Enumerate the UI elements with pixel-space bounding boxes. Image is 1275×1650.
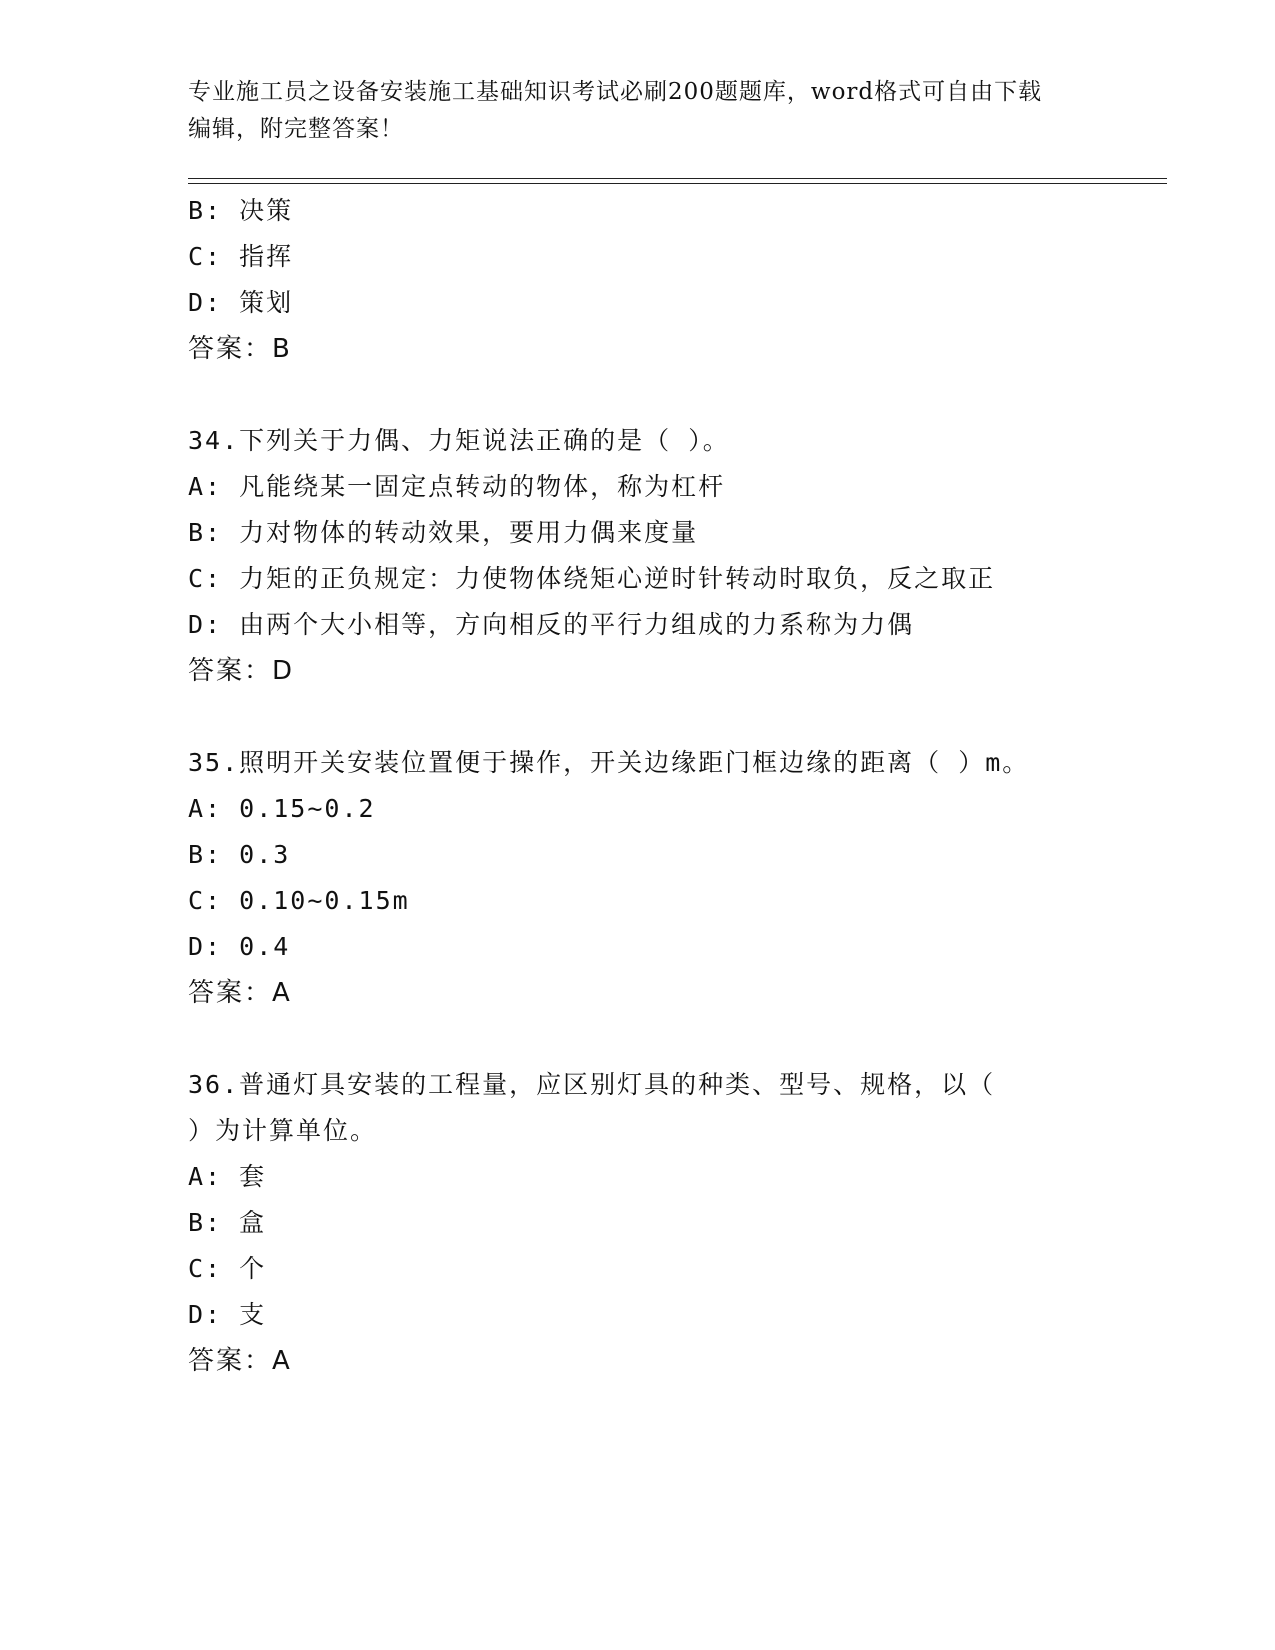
option-d: D: 0.4 [188, 932, 291, 961]
question-34 [188, 418, 1148, 694]
document-header [188, 74, 1088, 148]
question-stem-line-2: ）为计算单位。 [188, 1116, 378, 1145]
option-c: C: 力矩的正负规定：力使物体绕矩心逆时针转动时取负，反之取正 [188, 564, 996, 593]
option-b: B: 力对物体的转动效果，要用力偶来度量 [188, 518, 699, 547]
spacer [188, 372, 1148, 418]
question-stem: 34.下列关于力偶、力矩说法正确的是（ ）。 [188, 426, 730, 455]
header-divider-bottom [188, 183, 1167, 184]
spacer [188, 1016, 1148, 1062]
question-stem: 35.照明开关安装位置便于操作，开关边缘距门框边缘的距离（ ）m。 [188, 748, 1030, 777]
header-title-line-1: 专业施工员之设备安装施工基础知识考试必刷200题题库，word格式可自由下载 [188, 79, 1043, 105]
option-c: C: 个 [188, 1254, 267, 1283]
option-a: A: 凡能绕某一固定点转动的物体，称为杠杆 [188, 472, 726, 501]
question-36 [188, 1062, 1148, 1384]
option-b: B: 0.3 [188, 840, 291, 869]
answer: 答案：A [188, 978, 292, 1008]
option-b: B: 决策 [188, 196, 294, 225]
option-b: B: 盒 [188, 1208, 267, 1237]
option-a: A: 套 [188, 1162, 267, 1191]
question-33-continued [188, 188, 1148, 372]
answer: 答案：A [188, 1346, 292, 1376]
option-c: C: 指挥 [188, 242, 294, 271]
option-d: D: 由两个大小相等，方向相反的平行力组成的力系称为力偶 [188, 610, 915, 639]
question-35 [188, 740, 1148, 1016]
spacer [188, 694, 1148, 740]
option-a: A: 0.15~0.2 [188, 794, 376, 823]
header-title-line-2: 编辑，附完整答案！ [188, 116, 404, 142]
option-d: D: 支 [188, 1300, 267, 1329]
question-list [188, 188, 1148, 1384]
option-c: C: 0.10~0.15m [188, 886, 410, 915]
question-stem-line-1: 36.普通灯具安装的工程量，应区别灯具的种类、型号、规格，以（ [188, 1070, 996, 1099]
answer: 答案：B [188, 334, 292, 364]
answer: 答案：D [188, 656, 295, 686]
option-d: D: 策划 [188, 288, 294, 317]
header-divider-top [188, 178, 1167, 179]
